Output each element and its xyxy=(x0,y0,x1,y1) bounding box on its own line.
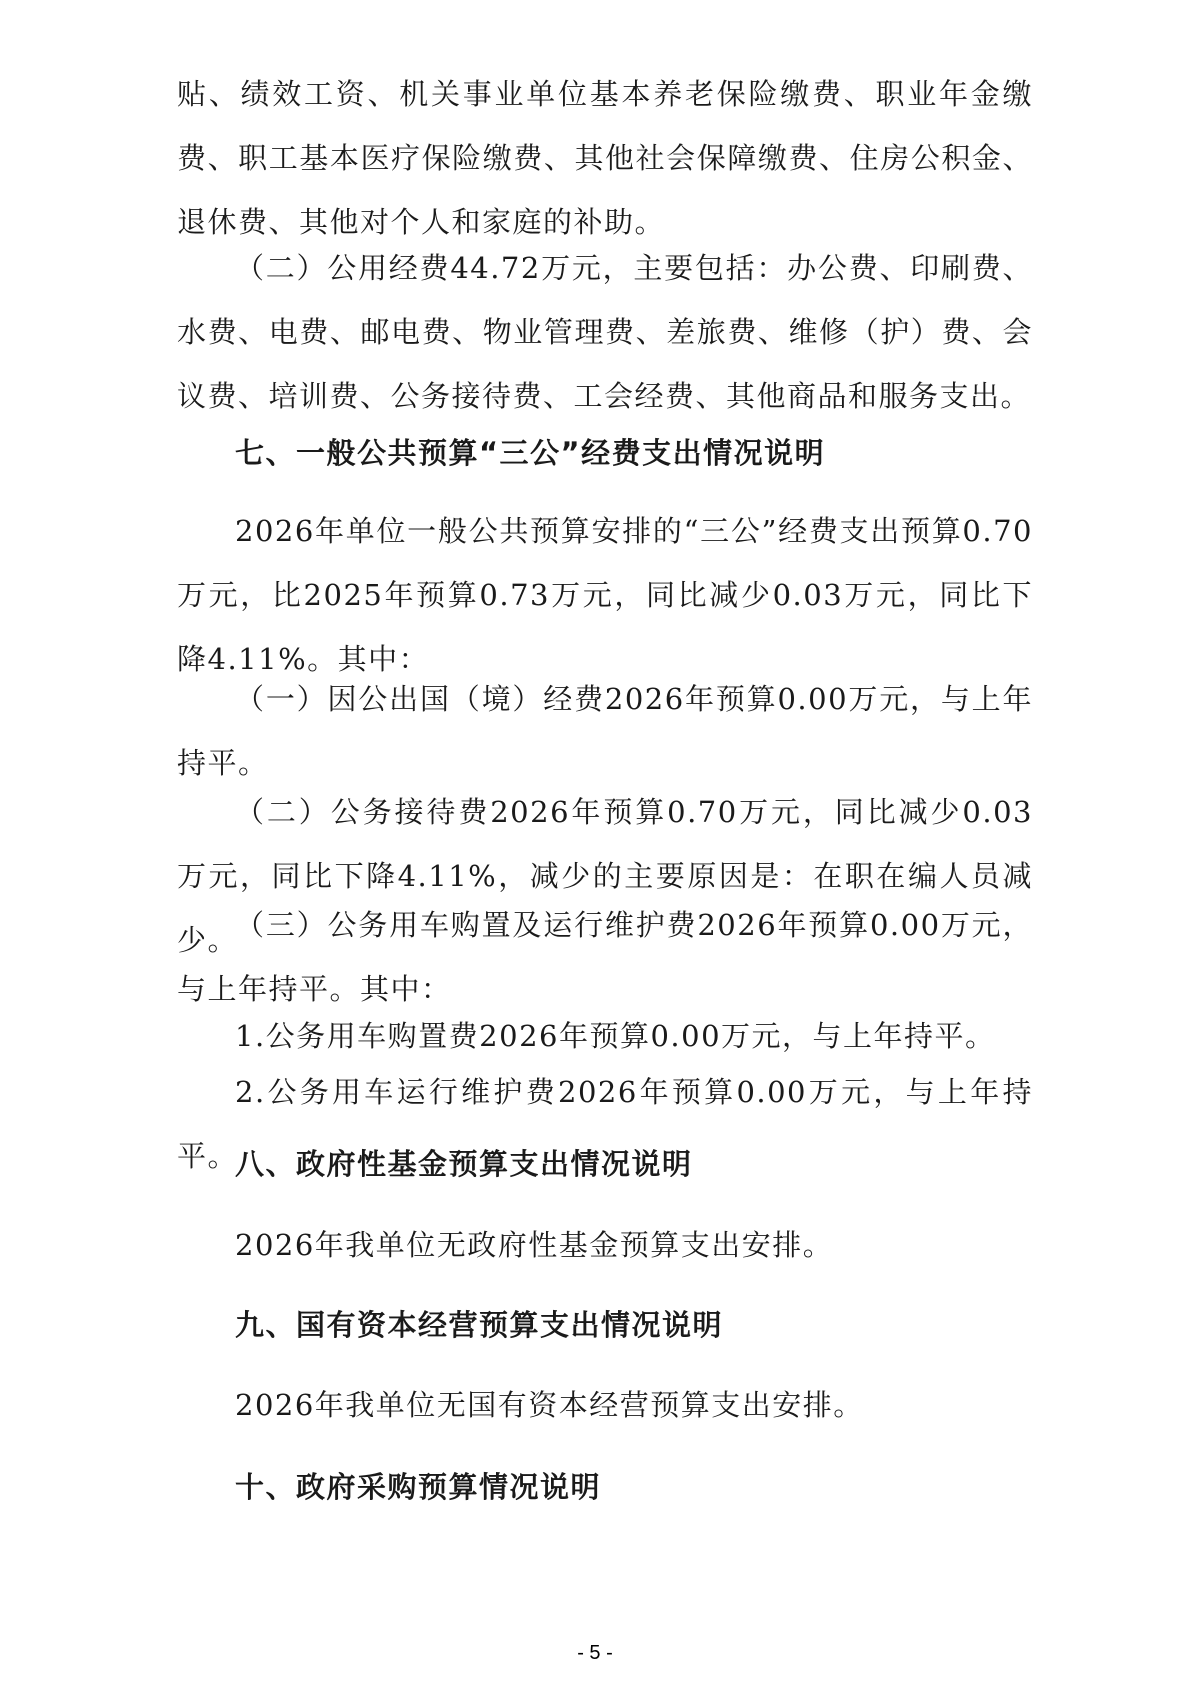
heading-section-7: 七、一般公共预算“三公”经费支出情况说明 xyxy=(235,436,826,470)
paragraph-personnel-expenses-continued: 贴、绩效工资、机关事业单位基本养老保险缴费、职业年金缴费、职工基本医疗保险缴费、其他社会保障缴费、住房公积金、退休费、其他对个人和家庭的补助。 xyxy=(177,77,1033,239)
paragraph-government-fund: 2026年我单位无政府性基金预算支出安排。 xyxy=(235,1228,834,1262)
paragraph-overseas-travel: （一）因公出国（境）经费2026年预算0.00万元，与上年持平。 xyxy=(177,682,1033,780)
paragraph-vehicle-purchase: 1.公务用车购置费2026年预算0.00万元，与上年持平。 xyxy=(235,1019,996,1053)
paragraph-vehicle-operation: 2.公务用车运行维护费2026年预算0.00万元，与上年持平。 xyxy=(177,1075,1033,1173)
paragraph-public-expenses: （二）公用经费44.72万元，主要包括：办公费、印刷费、水费、电费、邮电费、物业管理费、差旅费、维修（护）费、会议费、培训费、公务接待费、工会经费、其他商品和服务支出。 xyxy=(177,251,1033,413)
paragraph-official-vehicles: （三）公务用车购置及运行维护费2026年预算0.00万元，与上年持平。其中： xyxy=(177,908,1033,1006)
paragraph-state-capital: 2026年我单位无国有资本经营预算支出安排。 xyxy=(235,1388,864,1422)
heading-section-8: 八、政府性基金预算支出情况说明 xyxy=(235,1147,693,1181)
heading-section-10: 十、政府采购预算情况说明 xyxy=(235,1470,602,1504)
heading-section-9: 九、国有资本经营预算支出情况说明 xyxy=(235,1308,724,1342)
page-number: - 5 - xyxy=(577,1642,613,1664)
paragraph-official-reception: （二）公务接待费2026年预算0.70万元，同比减少0.03万元，同比下降4.11%，减少的主要原因是：在职在编人员减少。 xyxy=(177,795,1033,957)
paragraph-three-public-overview: 2026年单位一般公共预算安排的“三公”经费支出预算0.70万元，比2025年预算0.73万元，同比减少0.03万元，同比下降4.11%。其中： xyxy=(177,514,1033,676)
